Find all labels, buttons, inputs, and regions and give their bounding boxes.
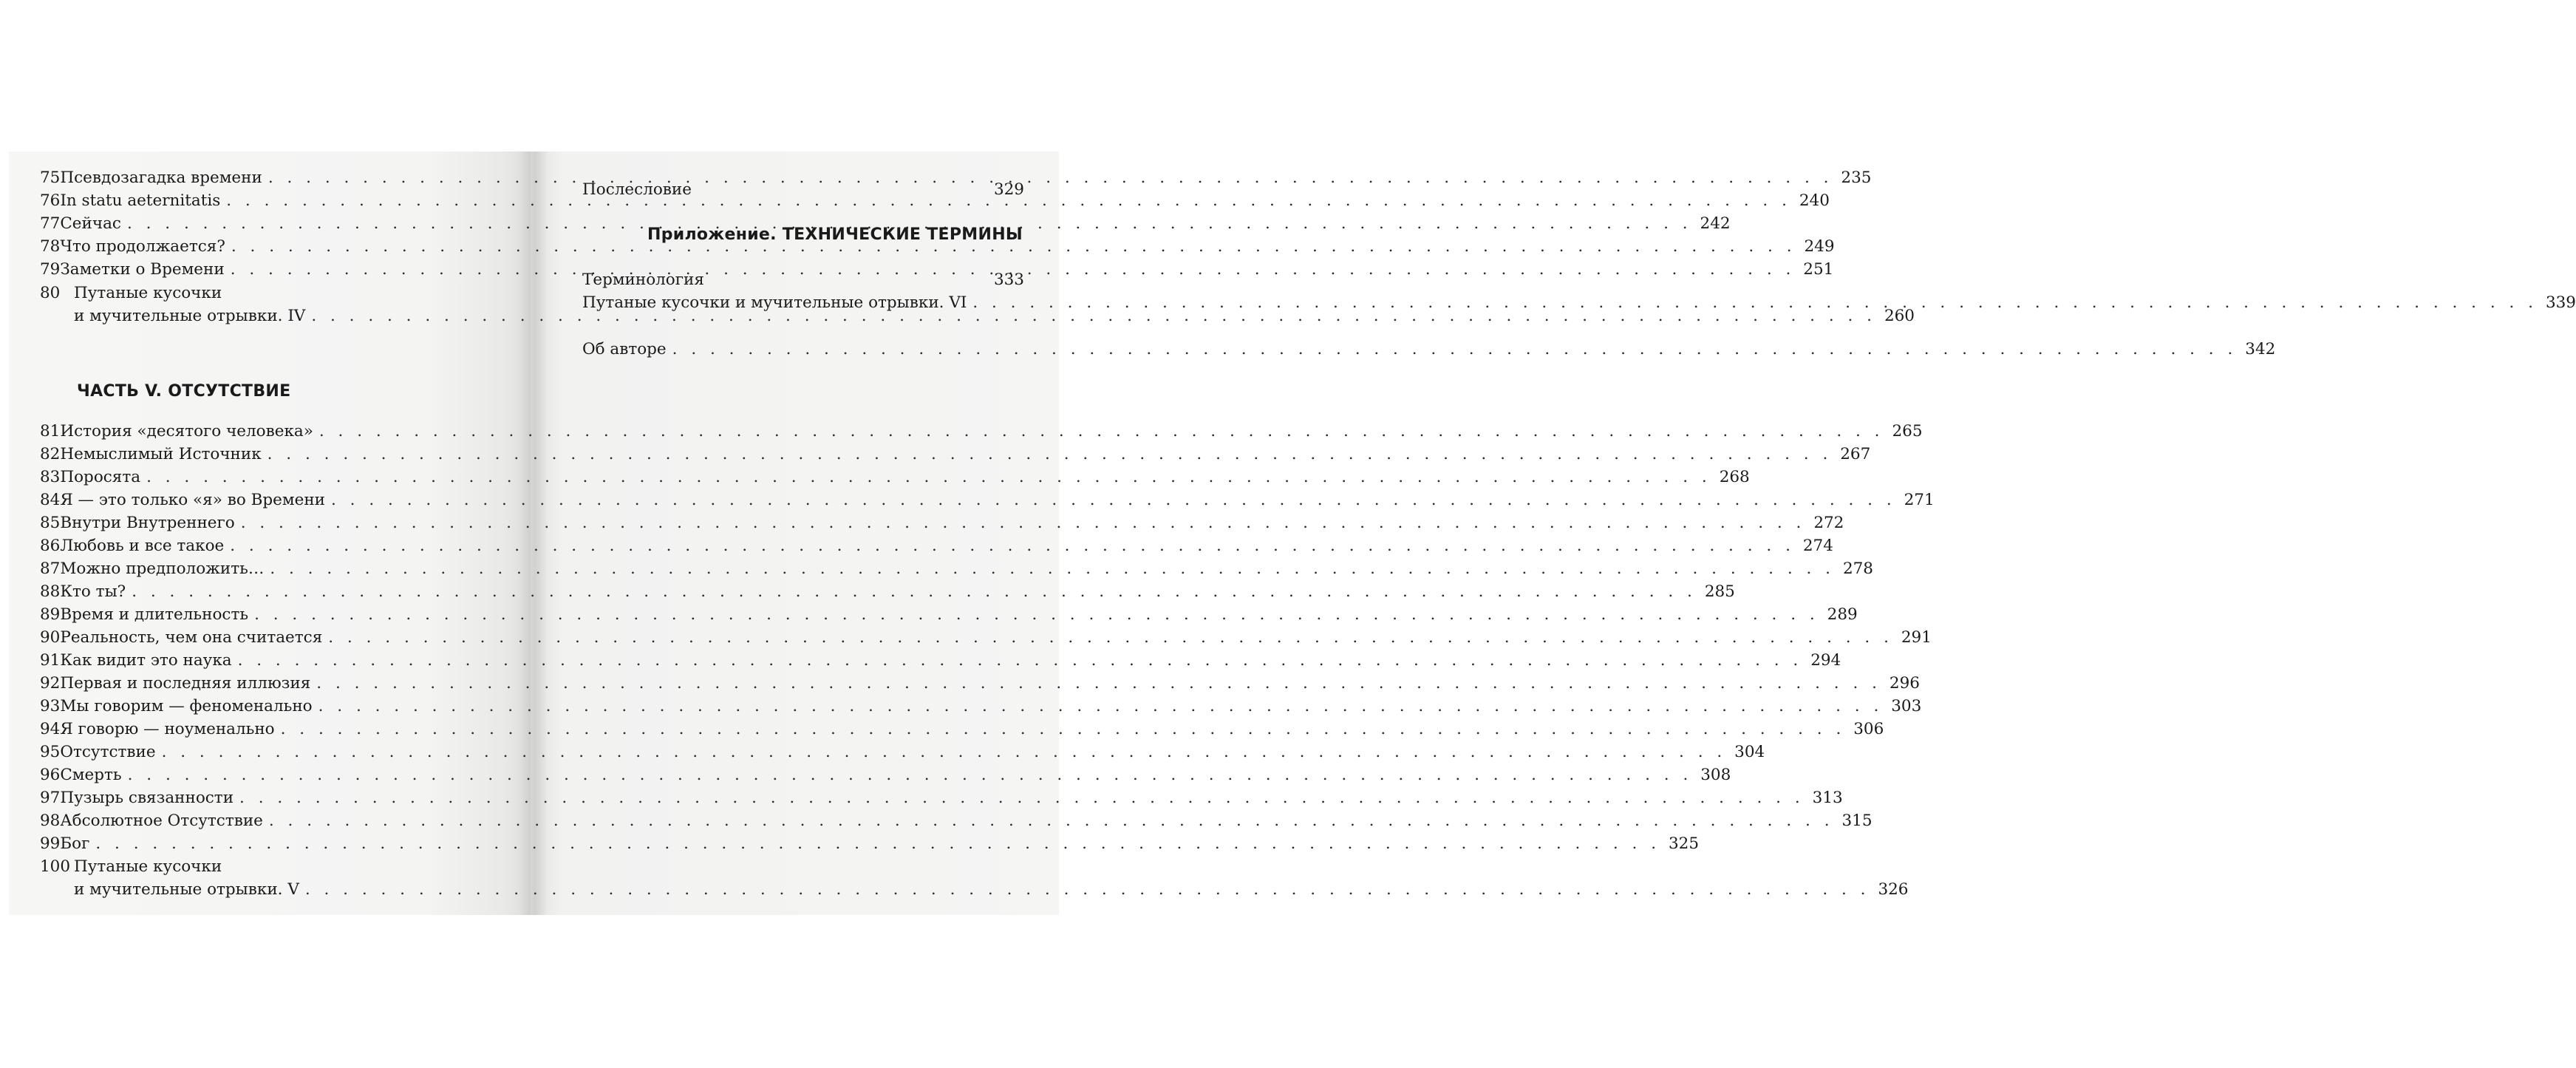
entry-page: 329 [993,180,1024,199]
entry-page: 251 [1803,260,1834,279]
leader-dots [318,696,1884,717]
entry-title: Пузырь связанности [60,789,234,807]
entry-number: 81 [40,422,61,441]
leader-dots [328,627,1893,648]
entry-title: Немыслимый Источник [60,445,262,463]
toc-entry[interactable] [40,191,1830,211]
entry-number: 90 [40,628,61,647]
entry-title: Смерть [60,766,122,784]
entry-title: Путаные кусочки [74,857,222,876]
entry-number: 100 [40,857,71,876]
entry-title: Мы говорим — феноменально [60,697,313,715]
entry-page: 304 [1734,743,1765,761]
entry-page: 272 [1813,514,1844,532]
appendix-heading: Приложение. ТЕХНИЧЕСКИЕ ТЕРМИНЫ [647,225,1023,244]
entry-page: 296 [1889,674,1920,693]
leader-dots [316,673,1881,694]
entry-page: 249 [1804,237,1835,256]
entry-page: 260 [1884,307,1915,325]
toc-entry[interactable] [40,627,1932,648]
entry-title: Я говорю — ноуменально [60,720,275,738]
toc-entry[interactable] [40,168,1872,188]
toc-entry[interactable] [40,444,1871,465]
entry-page: 268 [1719,468,1750,486]
toc-entry[interactable] [40,857,504,877]
entry-number: 76 [40,191,61,210]
entry-title: Что продолжается? [60,237,225,256]
leader-dots [305,880,1870,900]
toc-entry[interactable] [40,490,1935,511]
entry-page: 294 [1810,651,1841,670]
entry-page: 325 [1668,834,1700,853]
toc-entry[interactable] [40,834,1700,854]
entry-title: Сейчас [60,214,121,233]
leader-dots [95,834,1660,854]
toc-entry[interactable] [40,765,1731,786]
entry-page: 242 [1700,214,1731,233]
entry-page: 342 [2245,340,2276,358]
leader-dots [132,582,1697,602]
leader-dots [672,339,2238,360]
leader-dots [972,293,2538,313]
entry-number: 87 [40,559,61,578]
toc-entry[interactable] [40,214,1731,234]
toc-entry[interactable] [40,788,1843,809]
leader-dots [269,811,1834,831]
toc-entry-afterword[interactable] [582,180,1024,200]
toc-entry[interactable] [40,559,1873,579]
toc-entry[interactable] [40,719,1884,740]
entry-page: 306 [1853,720,1884,738]
toc-entry[interactable] [40,673,1920,694]
entry-title: Внутри Внутреннего [60,514,235,532]
toc-entry[interactable] [40,742,1765,763]
entry-page: 291 [1901,628,1932,647]
leader-dots [239,788,1805,809]
leader-dots [268,444,1833,465]
entry-title: Об авторе [582,340,667,358]
leader-dots [162,742,1727,763]
entry-title: Псевдозагадка времени [60,169,262,187]
toc-entry-continuation[interactable] [74,880,1909,900]
entry-title: Я — это только «я» во Времени [60,491,326,509]
book-spread [9,152,2576,915]
toc-entry[interactable] [40,536,1833,557]
toc-entry[interactable] [40,811,1873,831]
entry-number: 89 [40,605,61,624]
entry-page: 326 [1878,880,1909,899]
entry-page: 308 [1700,766,1731,784]
entry-number: 84 [40,491,61,509]
entry-title: Путаные кусочки [74,284,222,302]
entry-number: 96 [40,766,61,784]
entry-number: 95 [40,743,61,761]
toc-entry-about-author[interactable] [582,339,2276,360]
entry-page: 271 [1904,491,1935,509]
entry-title: Как видит это наука [60,651,232,670]
entry-page: 240 [1799,191,1830,210]
toc-entry[interactable] [40,421,1923,442]
entry-title: Любовь и все такое [60,537,225,555]
entry-page: 313 [1812,789,1843,807]
entry-page: 333 [993,271,1024,289]
leader-dots [319,421,1884,442]
entry-title: Можно предположить… [60,559,265,578]
entry-title: Терминология [582,271,704,289]
entry-title: История «десятого человека» [60,422,313,441]
entry-number: 98 [40,812,61,830]
entry-number: 88 [40,582,61,601]
entry-title: Поросята [60,468,141,486]
entry-title: Бог [60,834,90,853]
leader-dots [241,513,1806,534]
entry-number: 94 [40,720,61,738]
leader-dots [128,765,1693,786]
entry-page: 274 [1802,537,1833,555]
entry-number: 82 [40,445,61,463]
entry-title: Время и длительность [60,605,249,624]
entry-number: 77 [40,214,61,233]
entry-title: Первая и последняя иллюзия [60,674,311,693]
entry-page: 289 [1827,605,1858,624]
entry-title: Кто ты? [60,582,126,601]
toc-entry-continuation[interactable] [74,306,1915,327]
entry-number: 91 [40,651,61,670]
entry-title-line-2: и мучительные отрывки. IV [74,307,306,325]
toc-entry[interactable] [582,293,2576,313]
entry-number: 83 [40,468,61,486]
toc-entry[interactable] [40,513,1844,534]
leader-dots [331,490,1896,511]
entry-number: 78 [40,237,61,256]
entry-title: Путаные кусочки и мучительные отрывки. VI [582,293,967,312]
toc-entry[interactable] [40,605,1858,625]
toc-entry[interactable] [40,582,1735,602]
toc-entry[interactable] [40,696,1922,717]
entry-title: Отсутствие [60,743,156,761]
entry-page: 303 [1891,697,1922,715]
entry-number: 75 [40,169,61,187]
entry-title: Абсолютное Отсутствие [60,812,263,830]
toc-entry[interactable] [40,283,504,304]
leader-dots [281,719,1846,740]
entry-title: Заметки о Времени [60,260,225,279]
entry-page: 267 [1840,445,1871,463]
toc-entry[interactable] [40,237,1835,257]
entry-page: 315 [1841,812,1873,830]
leader-dots [268,168,1833,188]
entry-page: 235 [1841,169,1872,187]
toc-entry[interactable] [582,270,1024,290]
entry-title: Реальность, чем она считается [60,628,323,647]
leader-dots [146,467,1711,488]
leader-dots [238,650,1803,671]
leader-dots [254,605,1819,625]
entry-number: 93 [40,697,61,715]
part-heading: ЧАСТЬ V. ОТСУТСТВИЕ [77,382,291,401]
entry-number: 92 [40,674,61,693]
entry-number: 97 [40,789,61,807]
entry-page: 265 [1892,422,1923,441]
entry-page: 285 [1704,582,1735,601]
leader-dots [230,536,1795,557]
entry-title: In statu aeternitatis [60,191,221,210]
entry-page: 339 [2545,293,2576,312]
entry-title-line-2: и мучительные отрывки. V [74,880,299,899]
entry-title: Послесловие [582,180,692,199]
entry-number: 80 [40,284,61,302]
entry-number: 85 [40,514,61,532]
leader-dots [270,559,1835,579]
toc-entry[interactable] [40,467,1750,488]
entry-number: 79 [40,260,61,279]
entry-page: 278 [1842,559,1873,578]
toc-entry[interactable] [40,650,1841,671]
entry-number: 99 [40,834,61,853]
entry-number: 86 [40,537,61,555]
